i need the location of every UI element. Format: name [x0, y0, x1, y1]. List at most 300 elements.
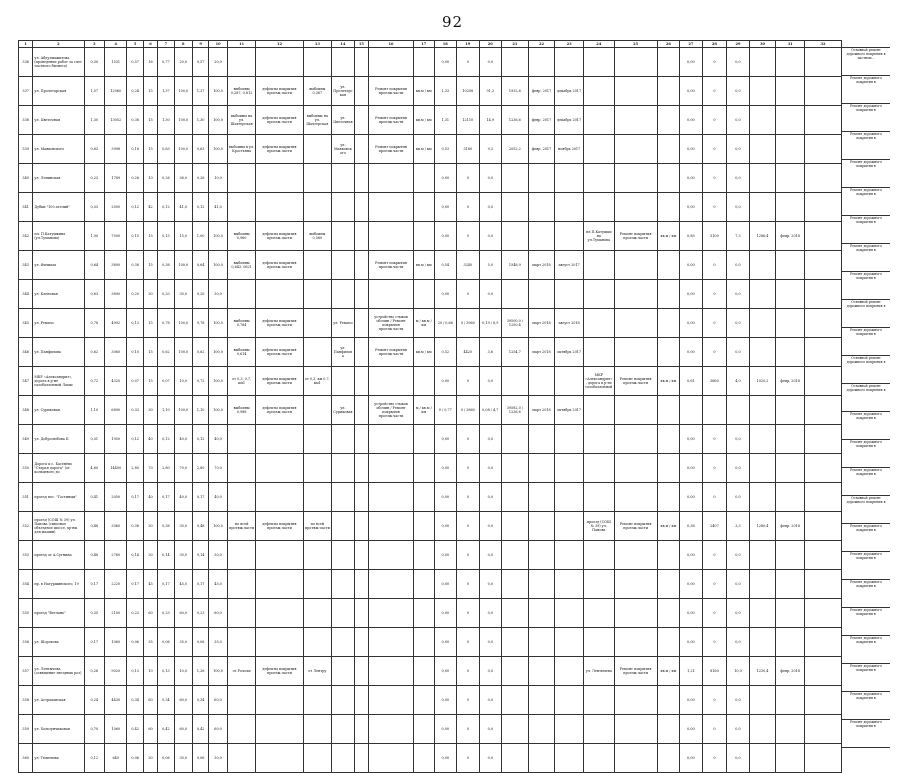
cell-c28: 8160	[702, 657, 727, 686]
cell-c17: кв.м / км	[414, 106, 434, 135]
cell-c19: 0	[457, 628, 480, 657]
cell-c3: 1,30	[84, 106, 104, 135]
road-name: пр. в Нагуршинского, 19	[33, 570, 84, 599]
cell-c12	[256, 164, 303, 193]
cell-c22	[528, 425, 555, 454]
cell-c21	[502, 425, 529, 454]
cell-c15	[354, 338, 368, 367]
cell-c31	[776, 599, 805, 628]
cell-c18: 0,00	[434, 483, 457, 512]
cell-c22	[528, 541, 555, 570]
cell-c4: 4430	[104, 686, 127, 715]
remark-note: Ремонт дорожного покрытия в	[842, 552, 890, 580]
column-number: 28	[702, 41, 727, 48]
cell-c14	[332, 715, 355, 744]
cell-c27: 0,00	[680, 686, 703, 715]
cell-c32	[805, 715, 842, 744]
cell-c30	[749, 425, 776, 454]
cell-c25	[614, 338, 657, 367]
cell-c9: 1,00	[192, 222, 208, 251]
cell-c30: 1230,4	[749, 657, 776, 686]
cell-c4: 649	[104, 744, 127, 773]
row-number: 350	[19, 454, 33, 483]
cell-c15	[354, 251, 368, 280]
cell-c3: 0,26	[84, 657, 104, 686]
road-name: МКР «Александрит», дорога в р-не газобаллонной Ламы	[33, 367, 84, 396]
cell-c6: 15	[143, 106, 157, 135]
cell-c7: 0,78	[158, 309, 174, 338]
cell-c13	[303, 454, 332, 483]
cell-c4: 3800	[104, 251, 127, 280]
cell-c18: 0,00	[434, 686, 457, 715]
table-row	[19, 425, 842, 454]
cell-c11	[227, 570, 256, 599]
cell-c20: 0,0	[479, 280, 502, 309]
cell-c27: 0,00	[680, 570, 703, 599]
column-number: 25	[614, 41, 657, 48]
cell-c28: 0	[702, 744, 727, 773]
cell-c15	[354, 425, 368, 454]
cell-c17	[414, 715, 434, 744]
road-name: ул. Тюменова	[33, 744, 84, 773]
cell-c31	[776, 135, 805, 164]
cell-c8: 100,0	[174, 396, 192, 425]
cell-c29: 0,0	[727, 280, 750, 309]
cell-c3: 1,10	[84, 396, 104, 425]
cell-c11: выбоины 0,614	[227, 338, 256, 367]
cell-c9: 0,17	[192, 483, 208, 512]
cell-c19: 0	[457, 483, 480, 512]
cell-c9: 0,64	[192, 251, 208, 280]
cell-c30	[749, 309, 776, 338]
cell-c23	[555, 193, 584, 222]
cell-c10: 100,0	[209, 309, 227, 338]
cell-c3: 0,72	[84, 367, 104, 396]
cell-c25	[614, 251, 657, 280]
cell-c16	[369, 628, 414, 657]
cell-c5: 0,17	[127, 483, 143, 512]
cell-c10: 45,0	[209, 570, 227, 599]
row-number: 349	[19, 425, 33, 454]
cell-c27: 0,00	[680, 193, 703, 222]
cell-c25	[614, 541, 657, 570]
road-name: проезд (СОШ № 39) ул. Панова (сквозное объездное шоссе, хр-ны для машин)	[33, 512, 84, 541]
cell-c23	[555, 657, 584, 686]
cell-c8: 45,0	[174, 570, 192, 599]
table-row	[19, 715, 842, 744]
cell-c5: 0,34	[127, 686, 143, 715]
road-name: ул. Ленинская	[33, 164, 84, 193]
table-row	[19, 164, 842, 193]
cell-c24	[583, 135, 614, 164]
cell-c22: март 2018	[528, 309, 555, 338]
cell-c32	[805, 338, 842, 367]
cell-c12: дефекты покрытия проезж.части	[256, 77, 303, 106]
cell-c12: дефекты покрытия проезж.части	[256, 251, 303, 280]
cell-c25	[614, 106, 657, 135]
cell-c8: 100,0	[174, 106, 192, 135]
table-row	[19, 454, 842, 483]
cell-c21	[502, 686, 529, 715]
cell-c8: 70,0	[174, 454, 192, 483]
cell-c7: 0,06	[158, 628, 174, 657]
cell-c10: 100,0	[209, 251, 227, 280]
cell-c28: 0	[702, 309, 727, 338]
cell-c9: 0,48	[192, 512, 208, 541]
cell-c29: 0,0	[727, 193, 750, 222]
cell-c3: 0,35	[84, 599, 104, 628]
cell-c24	[583, 686, 614, 715]
cell-c12	[256, 744, 303, 773]
cell-c31	[776, 106, 805, 135]
cell-c19: 0 / 3960	[457, 309, 480, 338]
cell-c27	[680, 396, 703, 425]
cell-c10: 20,0	[209, 48, 227, 77]
cell-c32	[805, 251, 842, 280]
cell-c29: 4,0	[727, 367, 750, 396]
table-row	[19, 135, 842, 164]
remark-note: Ремонт дорожного покрытия в	[842, 692, 890, 720]
cell-c5: 0,12	[127, 425, 143, 454]
cell-c7: 0,15	[158, 222, 174, 251]
cell-c21: 1548,9	[502, 251, 529, 280]
cell-c20: 0,0	[479, 193, 502, 222]
cell-c32	[805, 512, 842, 541]
cell-c25	[614, 48, 657, 77]
column-number: 4	[104, 41, 127, 48]
cell-c6: 30	[143, 512, 157, 541]
cell-c14	[332, 48, 355, 77]
cell-c30: 1280,4	[749, 512, 776, 541]
cell-c12: дефекты покрытия проезж.части	[256, 396, 303, 425]
cell-c22	[528, 483, 555, 512]
cell-c4: 1060	[104, 628, 127, 657]
cell-c25: Ремонт покрытия проезж.части	[614, 367, 657, 396]
cell-c4: 3998	[104, 135, 127, 164]
cell-c6: 30	[143, 541, 157, 570]
cell-c4: 1950	[104, 425, 127, 454]
cell-c6: 42	[143, 193, 157, 222]
row-number: 360	[19, 744, 33, 773]
cell-c12	[256, 628, 303, 657]
cell-c19: 0	[457, 280, 480, 309]
cell-c29: 0,0	[727, 309, 750, 338]
cell-c17	[414, 425, 434, 454]
cell-c15	[354, 483, 368, 512]
cell-c30	[749, 48, 776, 77]
column-number: 2	[33, 41, 84, 48]
cell-c32	[805, 454, 842, 483]
cell-c15	[354, 193, 368, 222]
cell-c16	[369, 686, 414, 715]
cell-c18: 0,52	[434, 338, 457, 367]
column-number: 15	[354, 41, 368, 48]
cell-c31	[776, 309, 805, 338]
cell-c20: 0,0	[479, 715, 502, 744]
cell-c8: 10,0	[174, 367, 192, 396]
cell-c3: 0,31	[84, 425, 104, 454]
column-number: 30	[749, 41, 776, 48]
cell-c19: 0	[457, 222, 480, 251]
column-number: 27	[680, 41, 703, 48]
cell-c13	[303, 686, 332, 715]
cell-c7: 0,38	[158, 512, 174, 541]
cell-c31: февр. 2018	[776, 657, 805, 686]
cell-c30	[749, 744, 776, 773]
cell-c25	[614, 570, 657, 599]
cell-c19: 0 / 2860	[457, 396, 480, 425]
cell-c13	[303, 396, 332, 425]
cell-c30: 1020,2	[749, 367, 776, 396]
cell-c19: 0	[457, 193, 480, 222]
cell-c24	[583, 77, 614, 106]
cell-c11: от 0,3, 0,7, км1	[227, 367, 256, 396]
cell-c20: 0,0	[479, 483, 502, 512]
road-name: ул. Панфилова	[33, 338, 84, 367]
cell-c7: 0,42	[158, 715, 174, 744]
column-number: 20	[479, 41, 502, 48]
cell-c8: 100,0	[174, 251, 192, 280]
cell-c18: 0,00	[434, 570, 457, 599]
cell-c27: 1,21	[680, 657, 703, 686]
cell-c23: декабрь 2017	[555, 106, 584, 135]
row-number: 337	[19, 77, 33, 106]
cell-c8: 100,0	[174, 77, 192, 106]
cell-c25	[614, 77, 657, 106]
column-number: 8	[174, 41, 192, 48]
road-name: Дорога к с. Басенёво "Старая дорога" (от кольцевого до	[33, 454, 84, 483]
cell-c15	[354, 309, 368, 338]
table-row	[19, 599, 842, 628]
cell-c3: 0,64	[84, 251, 104, 280]
cell-c13	[303, 483, 332, 512]
road-name: проезд от А.Сугнина	[33, 541, 84, 570]
cell-c9: 0,63	[192, 135, 208, 164]
cell-c23	[555, 367, 584, 396]
cell-c5: 0,42	[127, 715, 143, 744]
cell-c6: 30	[143, 396, 157, 425]
cell-c31	[776, 396, 805, 425]
cell-c20: 0,0	[479, 541, 502, 570]
cell-c7: 1,30	[158, 106, 174, 135]
cell-c11: выбоины 0,643, 0621	[227, 251, 256, 280]
remarks-column	[842, 40, 890, 748]
remark-note: Ремонт дорожного покрытия в	[842, 188, 890, 216]
cell-c7: 0,23	[158, 599, 174, 628]
register-table	[18, 40, 842, 773]
cell-c18: 20 / 0,66	[434, 309, 457, 338]
table-row	[19, 512, 842, 541]
cell-c16: устройство стыков обочин / Ремонт покрытия проезж.части	[369, 309, 414, 338]
remark-note: Ремонт дорожного покрытия в	[842, 244, 890, 272]
cell-c3: 0,62	[84, 338, 104, 367]
cell-c20: 0,0	[479, 686, 502, 715]
column-number: 26	[657, 41, 680, 48]
cell-c22	[528, 657, 555, 686]
cell-c3: 0,70	[84, 715, 104, 744]
cell-c17	[414, 222, 434, 251]
cell-c18: 0,00	[434, 164, 457, 193]
cell-c21	[502, 454, 529, 483]
cell-c6: 45	[143, 570, 157, 599]
cell-c4: 2050	[104, 483, 127, 512]
cell-c19: 4420	[457, 338, 480, 367]
cell-c18: 0,00	[434, 222, 457, 251]
cell-c24	[583, 251, 614, 280]
row-number: 340	[19, 164, 33, 193]
cell-c16	[369, 164, 414, 193]
cell-c28: 0	[702, 193, 727, 222]
cell-c19: 10208	[457, 77, 480, 106]
cell-c14	[332, 367, 355, 396]
cell-c9: 1,10	[192, 396, 208, 425]
cell-c29: 10,0	[727, 657, 750, 686]
cell-c26	[657, 744, 680, 773]
row-number: 343	[19, 251, 33, 280]
cell-c28: 0	[702, 251, 727, 280]
cell-c31	[776, 686, 805, 715]
cell-c21	[502, 164, 529, 193]
cell-c9: 0,42	[192, 715, 208, 744]
cell-c6: 40	[143, 483, 157, 512]
cell-c25	[614, 628, 657, 657]
cell-c28: 0	[702, 541, 727, 570]
cell-c9: 0,14	[192, 541, 208, 570]
row-number: 338	[19, 106, 33, 135]
cell-c10: 60,0	[209, 715, 227, 744]
cell-c17	[414, 599, 434, 628]
cell-c27: 0,00	[680, 744, 703, 773]
cell-c19: 3240	[457, 251, 480, 280]
road-name: ул. Цветочная	[33, 106, 84, 135]
cell-c3: 0,17	[84, 628, 104, 657]
column-number: 3	[84, 41, 104, 48]
cell-c7: 0,63	[158, 135, 174, 164]
cell-c4: 3360	[104, 512, 127, 541]
cell-c12: дефекты покрытия проезж.части	[256, 512, 303, 541]
cell-c3: 0,30	[84, 48, 104, 77]
cell-c10: 41,0	[209, 193, 227, 222]
cell-c31	[776, 483, 805, 512]
road-name: ул. Хользунчиковая	[33, 715, 84, 744]
cell-c30	[749, 715, 776, 744]
cell-c31	[776, 570, 805, 599]
cell-c10: 60,0	[209, 686, 227, 715]
cell-c17	[414, 541, 434, 570]
cell-c15	[354, 280, 368, 309]
cell-c15	[354, 367, 368, 396]
cell-c15	[354, 135, 368, 164]
cell-c10: 100,0	[209, 512, 227, 541]
cell-c4: 4320	[104, 367, 127, 396]
cell-c3: 0,23	[84, 164, 104, 193]
cell-c24	[583, 715, 614, 744]
cell-c17	[414, 744, 434, 773]
cell-c28: 0	[702, 338, 727, 367]
cell-c7: 0,38	[158, 251, 174, 280]
cell-c7: 0,17	[158, 483, 174, 512]
row-number: 352	[19, 512, 33, 541]
cell-c25	[614, 280, 657, 309]
cell-c29	[727, 396, 750, 425]
cell-c16	[369, 454, 414, 483]
cell-c28: 0	[702, 628, 727, 657]
cell-c25	[614, 454, 657, 483]
cell-c30	[749, 396, 776, 425]
cell-c20: 91,3	[479, 77, 502, 106]
cell-c15	[354, 541, 368, 570]
cell-c10: 100,0	[209, 367, 227, 396]
cell-c10: 100,0	[209, 396, 227, 425]
cell-c30: 1286,4	[749, 222, 776, 251]
cell-c13	[303, 541, 332, 570]
cell-c17	[414, 367, 434, 396]
cell-c15	[354, 48, 368, 77]
cell-c22: март 2018	[528, 338, 555, 367]
remark-note: Ремонт дорожного покрытия в	[842, 580, 890, 608]
cell-c22	[528, 454, 555, 483]
cell-c21: 39500,0 / 1250,4	[502, 309, 529, 338]
cell-c21	[502, 280, 529, 309]
cell-c27: 0,00	[680, 454, 703, 483]
cell-c24	[583, 744, 614, 773]
column-number: 24	[583, 41, 614, 48]
table-row	[19, 48, 842, 77]
cell-c26	[657, 280, 680, 309]
cell-c32	[805, 193, 842, 222]
cell-c15	[354, 744, 368, 773]
cell-c23: декабрь 2017	[555, 77, 584, 106]
cell-c8: 30,0	[174, 512, 192, 541]
cell-c16	[369, 193, 414, 222]
cell-c9: 0,06	[192, 744, 208, 773]
cell-c3: 0,12	[84, 744, 104, 773]
cell-c28: 2407	[702, 512, 727, 541]
road-name: ул. Маяковского	[33, 135, 84, 164]
cell-c16: Ремонт покрытия проезж.части	[369, 338, 414, 367]
table-row	[19, 744, 842, 773]
cell-c19: 0	[457, 367, 480, 396]
cell-c22	[528, 193, 555, 222]
cell-c29: 0,0	[727, 744, 750, 773]
cell-c15	[354, 222, 368, 251]
cell-c19: 0	[457, 48, 480, 77]
cell-c9: 0,72	[192, 367, 208, 396]
cell-c26	[657, 309, 680, 338]
row-number: 341	[19, 193, 33, 222]
cell-c12: дефекты покрытия проезж.части	[256, 222, 303, 251]
cell-c29: 0,0	[727, 570, 750, 599]
remark-note: Ремонт дорожного покрытия в	[842, 132, 890, 160]
cell-c30	[749, 686, 776, 715]
cell-c16: Ремонт покрытия проезж.части	[369, 106, 414, 135]
cell-c17	[414, 628, 434, 657]
cell-c16	[369, 280, 414, 309]
column-number: 18	[434, 41, 457, 48]
cell-c13	[303, 715, 332, 744]
cell-c23: ноябрь 2017	[555, 135, 584, 164]
remark-note: Ремонт дорожного покрытия в	[842, 160, 890, 188]
cell-c11	[227, 599, 256, 628]
cell-c19: 0	[457, 715, 480, 744]
cell-c21	[502, 367, 529, 396]
cell-c18: 1,33	[434, 77, 457, 106]
cell-c9: 1,37	[192, 77, 208, 106]
cell-c30	[749, 628, 776, 657]
cell-c3: 0,33	[84, 193, 104, 222]
cell-c24	[583, 164, 614, 193]
cell-c21	[502, 48, 529, 77]
